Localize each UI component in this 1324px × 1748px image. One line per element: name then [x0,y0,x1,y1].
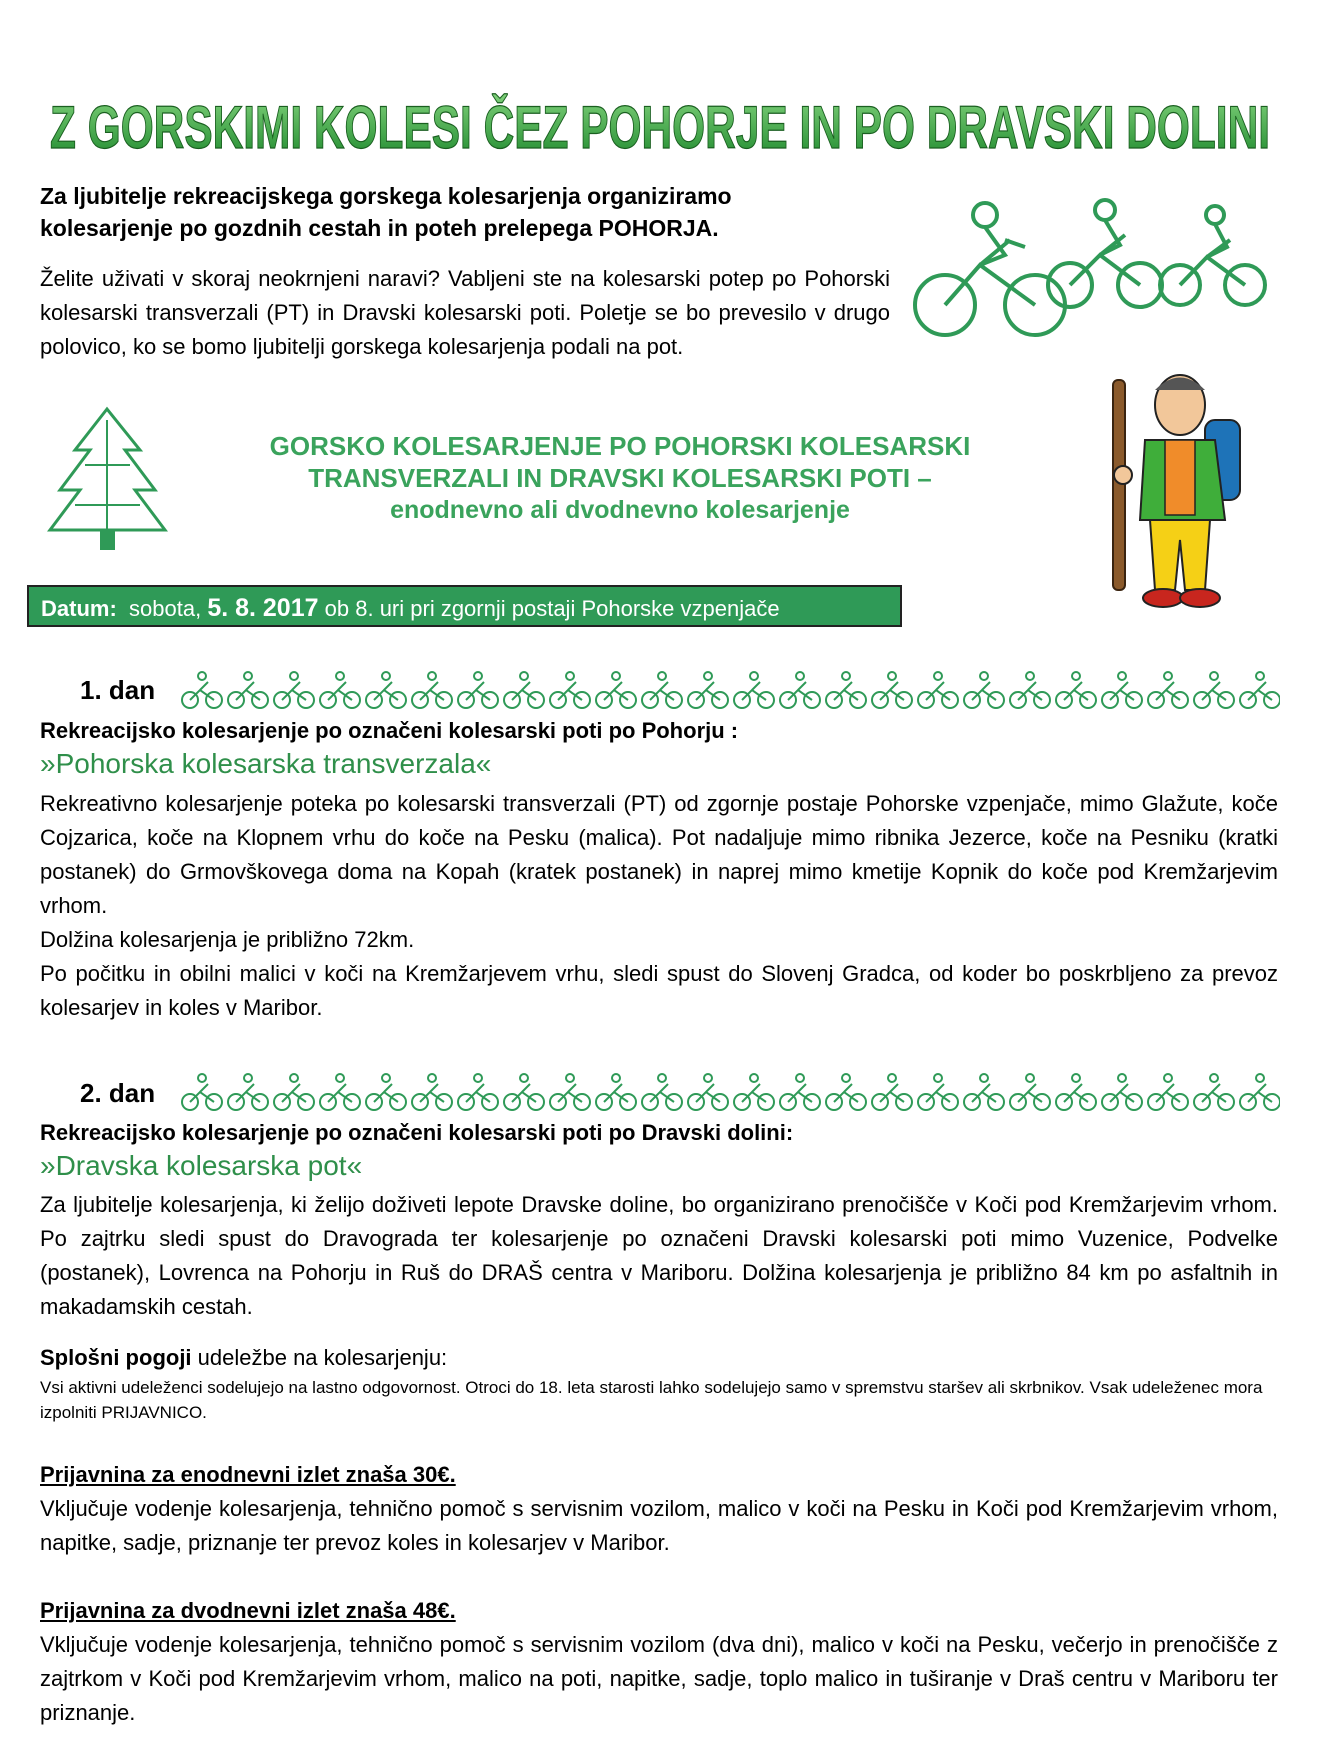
conditions-heading: Splošni pogoji udeležbe na kolesarjenju: [40,1345,448,1370]
day1-route-name: »Pohorska kolesarska transverzala« [40,748,492,779]
day2-route-name: »Dravska kolesarska pot« [40,1150,363,1181]
bike-border-row [180,1070,1280,1114]
day1-description: Rekreativno kolesarjenje poteka po kolesarski transverzali (PT) od zgornje postaje Pohorske vzpenjače, mimo Glažute, koče Cojzarica, koče na Klopnem vrhu do koče na Pesku (malica). Pot nadaljuje mimo ribnika Jezerce, koče na Pesniku (kratki postanek) do Grmovškovega doma na Kopah (kratek postanek) in naprej mimo kmetije Kopnik do koče pod Kremžarjevim vrhom. Dolžina kolesarjenja je približno 72km. Po počitku in obilni malici v koči na Kremžarjevem vrhu, sledi spust do Slovenj Gradca, od koder bo poskrbljeno za prevoz kolesarjev in koles v Maribor. [40,791,1278,1020]
day2-heading: 2. dan [80,1078,156,1108]
svg-text:Z GORSKIMI KOLESI ČEZ POHORJE: Z GORSKIMI KOLESI ČEZ POHORJE IN PO DRAVSKI DOLINI [50,94,1270,161]
hiker-illustration [1085,370,1265,620]
day2-subtitle: Rekreacijsko kolesarjenje po označeni kolesarski poti po Dravski dolini: [40,1120,794,1145]
conditions-text: Vsi aktivni udeleženci sodelujejo na lastno odgovornost. Otroci do 18. leta starosti lahko sodelujejo samo v spremstvu staršev ali skrbnikov. Vsak udeleženec mora izpolniti PRIJAVNICO. [40,1378,1263,1422]
day1-heading: 1. dan [80,675,156,705]
price-oneday-heading: Prijavnina za enodnevni izlet znaša 30€. [40,1462,456,1487]
price-twoday-text: Vključuje vodenje kolesarjenja, tehnično pomoč s servisnim vozilom (dva dni), malico v koči na Pesku, večerjo in prenočišče z zajtrkom v Koči pod Kremžarjevim vrhom, malico na poti, napitke, sadje, toplo malico in tuširanje v Draš centru v Mariboru ter priznanje. [40,1632,1278,1725]
intro-paragraph: Želite uživati v skoraj neokrnjeni naravi? Vabljeni ste na kolesarski potep po Pohorski kolesarski transverzali (PT) in Dravski kolesarski poti. Poletje se bo prevesilo v drugo polovico, ko se bomo ljubitelji gorskega kolesarjenja podali na pot. [40,266,890,359]
bike-border-row [180,668,1280,712]
page-title [40,70,1280,180]
date-banner: Datum: sobota, 5. 8. 2017 ob 8. uri pri zgornji postaji Pohorske vzpenjače [27,585,902,627]
price-twoday-heading: Prijavnina za dvodnevni izlet znaša 48€. [40,1598,456,1623]
day2-description: Za ljubitelje kolesarjenja, ki želijo doživeti lepote Dravske doline, bo organizirano prenočišče v Koči pod Kremžarjevim vrhom. Po zajtrku sledi spust do Dravograda ter kolesarjenje po označeni Dravski kolesarski poti mimo Vuzenice, Podvelke (postanek), Lovrenca na Pohorju in Ruš do DRAŠ centra v Mariboru. Dolžina kolesarjenja je približno 84 km po asfaltnih in makadamskih cestah. [40,1192,1278,1319]
cyclists-illustration [905,185,1275,345]
day1-subtitle: Rekreacijsko kolesarjenje po označeni kolesarski poti po Pohorju : [40,718,739,743]
fir-tree-icon [45,405,170,555]
intro-heading: Za ljubitelje rekreacijskega gorskega kolesarjenja organiziramo kolesarjenje po gozdnih cestah in poteh prelepega POHORJA. [40,183,732,241]
price-oneday-text: Vključuje vodenje kolesarjenja, tehnično pomoč s servisnim vozilom, malico v koči na Pesku in Koči pod Kremžarjevim vrhom, napitke, sadje, priznanje ter prevoz koles in kolesarjev v Maribor. [40,1496,1278,1555]
event-title: GORSKO KOLESARJENJE PO POHORSKI KOLESARSKI TRANSVERZALI IN DRAVSKI KOLESARSKI POTI – enodnevno ali dvodnevno kolesarjenje [269,431,971,524]
